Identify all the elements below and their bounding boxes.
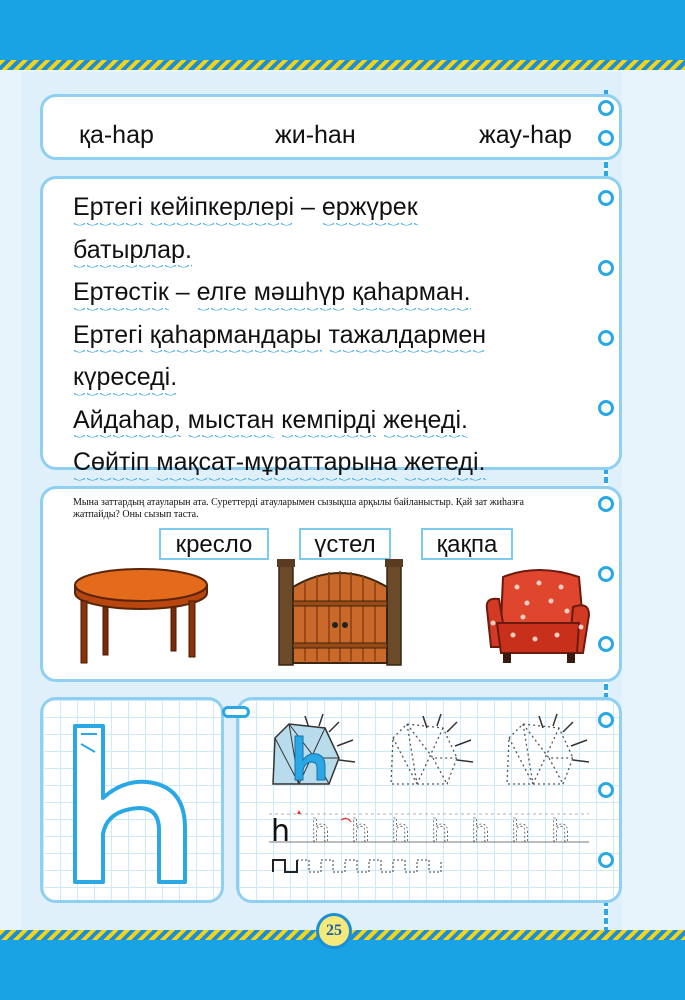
reading-word: мақсат-мұраттарына — [156, 442, 397, 485]
reading-word: елге — [197, 272, 247, 315]
reading-word: кемпірді — [281, 400, 376, 443]
copy-letter: h — [271, 814, 291, 849]
copy-letter: h — [351, 814, 371, 849]
syllables-box — [40, 94, 622, 160]
table-picture — [71, 567, 211, 667]
ring — [598, 782, 614, 798]
armchair-picture — [483, 567, 593, 667]
reading-word: – — [301, 193, 315, 221]
ring — [598, 566, 614, 582]
exercise-box — [40, 486, 622, 682]
syllable-1: қа-һар — [79, 121, 154, 149]
reading-line — [73, 315, 603, 358]
syllable-2: жи-һан — [275, 121, 356, 149]
reading-word: батырлар. — [73, 230, 192, 273]
reading-line — [73, 230, 603, 273]
ring — [598, 496, 614, 512]
reading-word: Сөйтіп — [73, 442, 149, 485]
reading-word: кейіпкерлері — [150, 187, 294, 230]
reading-line — [73, 442, 603, 485]
copy-letter: h — [391, 814, 411, 849]
reading-box — [40, 176, 622, 476]
word-card-3[interactable]: қақпа — [421, 528, 513, 560]
word-card-2[interactable]: үстел — [299, 528, 391, 560]
reading-line — [73, 357, 603, 400]
reading-line — [73, 187, 603, 230]
ring — [598, 636, 614, 652]
page-number: 25 — [316, 913, 352, 949]
letter-copy-row — [269, 808, 589, 848]
reading-word: жеңеді. — [383, 400, 468, 443]
gate-picture — [275, 557, 405, 667]
ring — [598, 190, 614, 206]
top-stripe — [0, 60, 685, 70]
ring — [598, 130, 614, 146]
wave-pattern — [269, 854, 449, 876]
ring — [598, 400, 614, 416]
big-letter-glyph — [67, 718, 197, 888]
binder-clip — [222, 706, 250, 718]
ring — [598, 330, 614, 346]
reading-word: – — [175, 278, 190, 306]
copy-letter: h — [471, 814, 491, 849]
reading-word: күреседі. — [73, 357, 177, 400]
gem-dotted-2 — [503, 714, 593, 794]
reading-word: мыстан — [188, 400, 275, 443]
gem-colored — [269, 714, 359, 794]
reading-word: жетеді. — [404, 442, 485, 485]
syllable-3: жау-һар — [479, 121, 572, 149]
top-band — [0, 0, 685, 62]
copy-letter: h — [431, 814, 451, 849]
reading-word: тажалдармен — [329, 315, 487, 358]
reading-word: Ертегі — [73, 315, 143, 358]
copy-letter: h — [511, 814, 531, 849]
reading-word: қаһармандары — [150, 315, 322, 358]
word-card-1[interactable]: кресло — [159, 528, 269, 560]
reading-word: қаһарман. — [352, 272, 470, 315]
reading-line — [73, 400, 603, 443]
tracing-box — [236, 697, 622, 903]
copy-letter: h — [551, 814, 571, 849]
gem-dotted-1 — [387, 714, 477, 794]
ring — [598, 100, 614, 116]
reading-line — [73, 272, 603, 315]
reading-text — [73, 187, 603, 485]
reading-word: ержүрек — [322, 187, 418, 230]
big-letter-box — [40, 697, 224, 903]
ring — [598, 712, 614, 728]
reading-word: Ертөстік — [73, 272, 169, 315]
ring — [598, 260, 614, 276]
reading-word: Ертегі — [73, 187, 143, 230]
reading-word: мәшһүр — [254, 272, 345, 315]
reading-word: Айдаһар, — [73, 400, 181, 443]
ring — [598, 852, 614, 868]
exercise-instruction: Мына заттардың атауларын ата. Суреттерді атауларымен сызықша арқылы байланыстыр. Қай зат жиһазға жатпайды? Оны сызып таста. — [73, 497, 524, 520]
bottom-band — [0, 938, 685, 1000]
copy-letter: h — [311, 814, 331, 849]
